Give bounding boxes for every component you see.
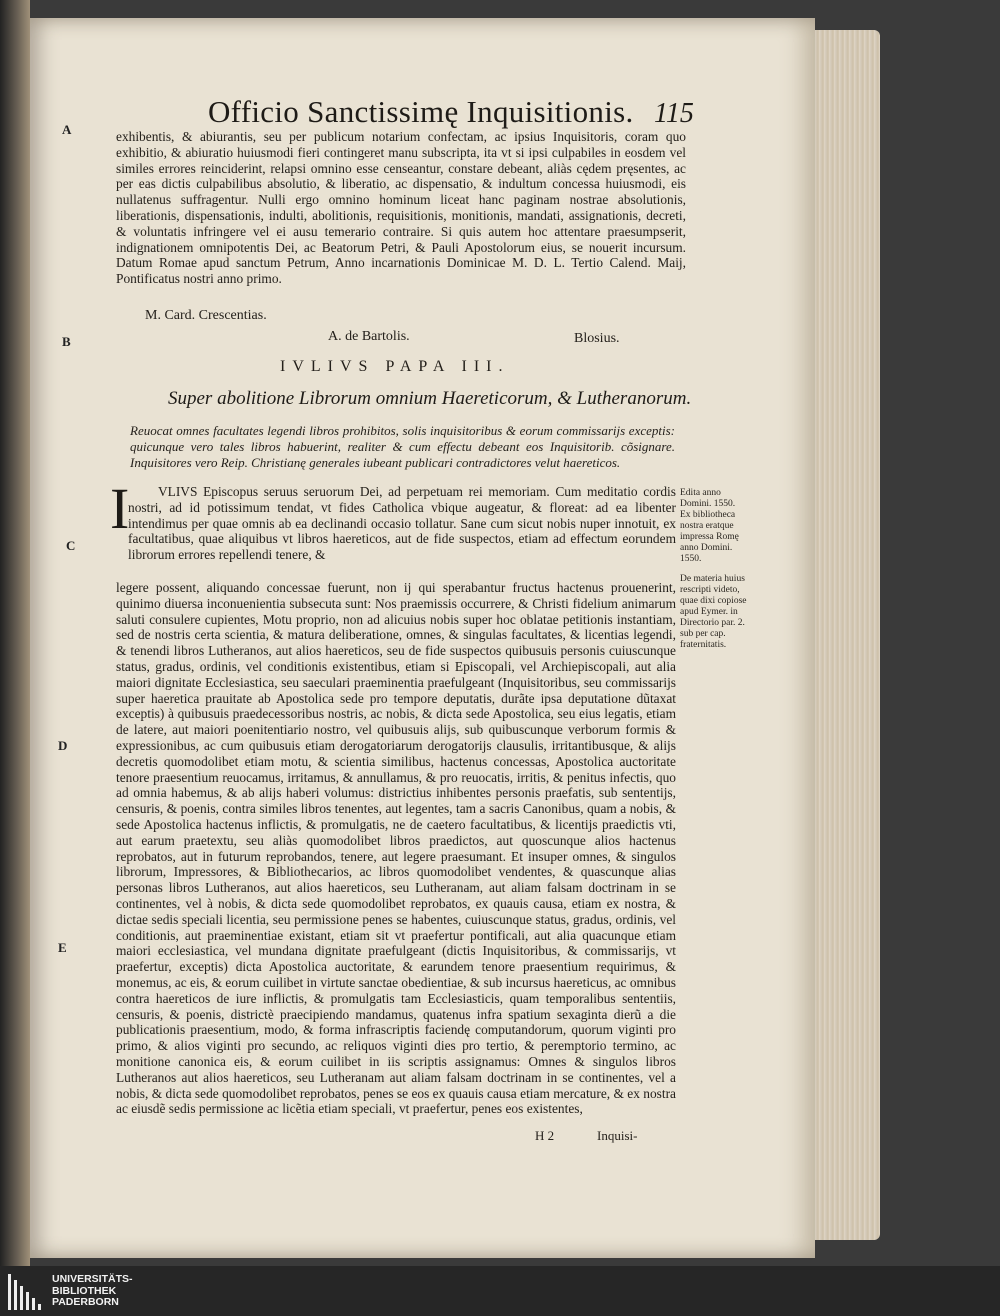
margin-letter-a: A [62, 122, 72, 137]
paragraph-bull-opening: VLIVS Episcopus seruus seruorum Dei, ad perpetuam rei memoriam. Cum meditatio cordis nostri, ad id potissimum tendat, vt fides Catholica vbique augeatur, & floreat: ad ea libenter intendimus per quae omnis ab ea declinandi occasio tollatur. Sane cum sicut nobis nuper innotuit, ex facultatibus, quae aliquibus vt libros haereticos, aut de fide suspectos, etiam ad effectum eorundem librorum errores repellendi tenere, & [128, 484, 676, 563]
library-footer-bar [0, 1266, 1000, 1316]
signature-mark: H 2 [535, 1128, 555, 1143]
drop-initial: I [110, 476, 130, 541]
library-logo-icon [8, 1274, 48, 1310]
margin-note-reference: De materia huius rescripti videto, quae dixi copiose apud Eymer. in Directorio par. 2. sub per cap. fraternitatis. [680, 574, 747, 650]
margin-letter-b: B [62, 334, 71, 349]
margin-letter-c: C [66, 538, 76, 553]
page-number: 115 [654, 98, 694, 129]
library-line-1: UNIVERSITÄTS- [52, 1273, 133, 1285]
section-subheading: Super abolitione Librorum omnium Haereticorum, & Lutheranorum. [168, 388, 692, 409]
margin-letter-e: E [58, 940, 67, 955]
margin-letter-d: D [58, 738, 68, 753]
library-name [52, 1274, 133, 1309]
signature-bartolis: A. de Bartolis. [328, 329, 410, 344]
section-summary: Reuocat omnes facultates legendi libros prohibitos, solis inquisitoribus & eorum commissarijs exceptis: quicunque vero tales libros habuerint, realiter & cum effectu debeant eos Inquisitorib. cõsignare. Inquisitores vero Reip. Christianę generales iubeant publicari contradictores velut haereticos. [130, 423, 675, 470]
signature-blosius: Blosius. [574, 331, 620, 346]
library-line-2: BIBLIOTHEK [52, 1284, 117, 1297]
paragraph-bull-body: legere possent, aliquando concessae fuerunt, non ij qui sperabantur fructus hactenus prouenerint, quinimo diuersa inconuenientia subsecuta sunt: Nos praemissis occurrere, & Christi fidelium animarum saluti consulere cupientes, Motu proprio, non ad alicuius nobis super hoc oblatae petitionis instantiam, sed de nostris certa scientia, & matura deliberatione, omnes, & singulas facultates, & licentias legendi, & tenendi libros Lutheranos, aut alios haereticos, seu de fide suspectos quibusuis personis cuiuscunque status, gradus, ordinis, vel conditionis existentibus, etiam si Episcopali, vel Archiepiscopali, aut alia maiori dignitate Ecclesiastica, seu saeculari praeminentia praefulgeant (Inquisitoribus, seu commissarijs super haeretica prauitate ab Apostolica sede pro tempore deputatis, durãte ipsa deputatione dũtaxat exceptis) à quibusuis praedecessoribus nostris, ac nobis, & dicta sede Apostolica, seu eius legatis, etiam de latere, aut maiori poenitentiario nostro, vel quibusuis alijs, sub quibuscunque verborum formis & expressionibus, ac cum quibusuis etiam derogatoriarum derogatorijs clausulis, irritantibusque, & alijs decretis quomodolibet etiam motu, & scientia similibus, hactenus concessas, Apostolica auctoritate tenore praesentium reuocamus, irritamus, & annullamus, & pro reuocatis, irritis, & penitus infectis, quo ad omnia habemus, & ab alijs haberi volumus: districtius inhibentes personis praefatis, sub sententijs, censuris, & poenis, contra similes libros tenentes, aut legentes, tam a sacris Canonibus, quam a nobis, & sede Apostolica hactenus inflictis, & promulgatis, ne de caetero facultatibus, & licentijs praedictis vti, aut earum praetextu, seu aliàs quomodolibet libros praedictos, aut quoscunque alios hactenus reprobatos, aut in futurum reprobandos, tenere, aut legere praesumant. Et insuper omnes, & singulos librorum, Impressores, & Bibliothecarios, ac libros quomodolibet vendentes, & quascunque alias personas libros Lutheranos, aut alios haereticos, seu Lutheranam, aut aliam falsam doctrinam in se continentes, vel à nobis, & dicta sede quomodolibet reprobatos, ex quauis causa, etiam ex nostra, & dictae sedis speciali licentia, seu permissione penes se habentes, cuiuscunque status, gradus, ordinis, vel conditionis, aut praeminentiae existant, etiam sit vt praefertur pontificali, aut alia quacunque etiam maiori ecclesiastica, vel mundana dignitate praefulgeant (dictis Inquisitoribus, & commissarijs, vt praefertur, exceptis) dicta Apostolica auctoritate, & earundem tenore praesentium requirimus, & monemus, ac eis, & eorum cuilibet in virtute sanctae obedientiae, & sub incursus haereticus, ac omnibus contra haereticos de iure inflictis, & promulgatis tam Ecclesiasticis, quam temporalibus sententiis, censuris, & poenis, districtè praecipiendo mandamus, quatenus infra spatium sexaginta dierũ a die publicationis praesentium, modo, & forma infrascriptis faciendę computandorum, quorum viginti pro primo, & alios viginti pro secundo, ac reliquos viginti dies pro tertio, & peremptorio termino, ac monitione canonica eis, & eorum cuilibet in iis scriptis assignamus: Omnes & singulos libros Lutheranos aut alios haereticos, seu Lutheranam aut aliam falsam doctrinam in se continentes, vel a nobis, & dicta sede quomodolibet reprobatos, penes se eos ex quauis causa etiam mercature, & ex nostra ac eiusdẽ sedis permissione ac licẽtia etiam speciali, vt praefertur, penes eos existentes, [116, 580, 676, 1117]
running-head: Officio Sanctissimę Inquisitionis. [208, 94, 634, 129]
paragraph-bull-ending: exhibentis, & abiurantis, seu per publicum notarium confectam, ac ipsius Inquisitoris, coram quo exhibitio, & abiuratio huiusmodi fieri contingeret manu subscripta, ita vt si ipsi culpabiles in eosdem vel similes errores reinciderint, relapsi omnino esse censeantur, constare debeant, aliàs cędem pręsentes, ac per eas dictis culpabilibus absolutio, & liberatio, ac dispensatio, & indultum concessa huiusmodi, eis nullatenus suffragentur. Nulli ergo omnino hominum liceat hanc paginam nostrae absolutionis, liberationis, dispensationis, indulti, abolitionis, requisitionis, monitionis, mandati, assignationis, decreti, & voluntatis infringere vel ei ausu temerario contraire. Si quis autem hoc attentare praesumpserit, indignationem omnipotentis Dei, ac Beatorum Petri, & Pauli Apostolorum eius, se nouerit incursum. Datum Romae apud sanctum Petrum, Anno incarnationis Dominicae M. D. L. Tertio Calend. Maij, Pontificatus nostri anno primo. [116, 129, 686, 287]
signature-crescentias: M. Card. Crescentias. [145, 308, 267, 323]
library-line-3: PADERBORN [52, 1296, 119, 1308]
catchword: Inquisi- [597, 1128, 638, 1143]
section-heading: IVLIVS PAPA III. [280, 358, 510, 375]
margin-note-edition: Edita anno Domini. 1550. Ex bibliotheca nostra eratque impressa Romę anno Domini. 1550. [680, 488, 739, 564]
book-spine-shadow [0, 0, 30, 1266]
paper-page [30, 18, 815, 1258]
